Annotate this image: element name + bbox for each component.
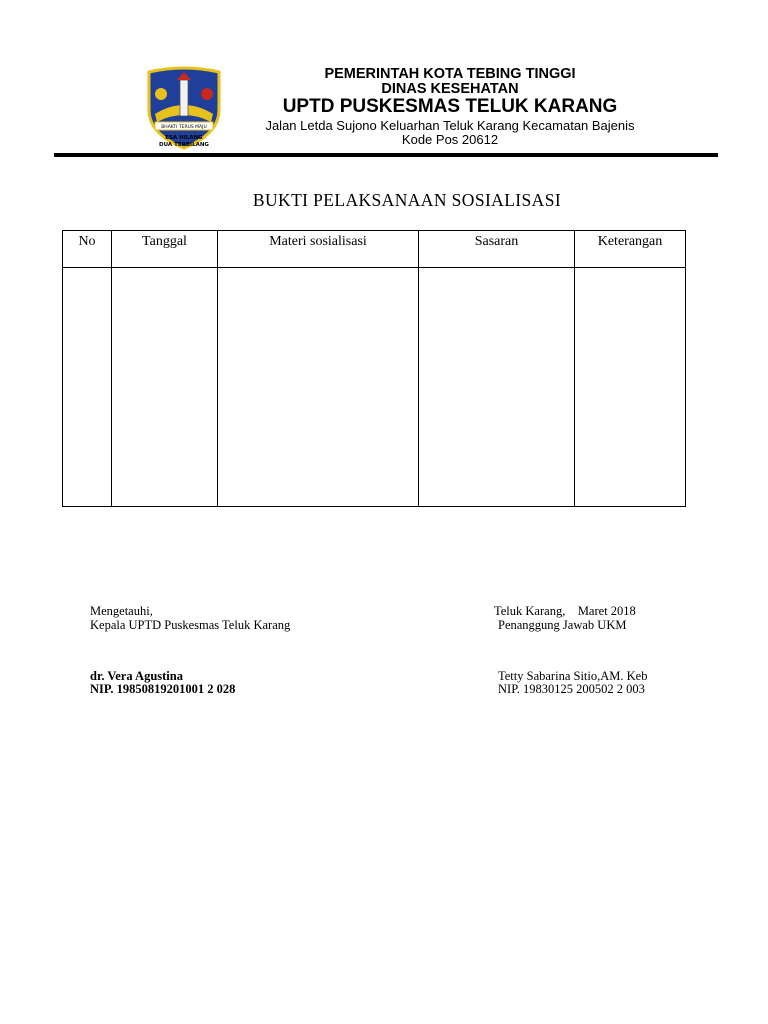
column-header-date: Tanggal: [112, 231, 218, 268]
sig-right-nip: NIP. 19830125 200502 2 003: [498, 682, 645, 696]
sig-left-name: dr. Vera Agustina: [90, 669, 183, 683]
letterhead-government: PEMERINTAH KOTA TEBING TINGGI: [324, 66, 576, 82]
table-header-row: [63, 231, 686, 268]
letterhead-department: DINAS KESEHATAN: [381, 81, 519, 97]
table-cell[interactable]: [63, 268, 112, 507]
table-row: [63, 268, 686, 507]
column-header-no: No: [63, 231, 112, 268]
sig-right-name: Tetty Sabarina Sitio,AM. Keb: [498, 669, 648, 683]
letterhead-postal-code: Kode Pos 20612: [401, 132, 499, 147]
activity-table: [62, 230, 686, 507]
letterhead-address: Jalan Letda Sujono Keluarhan Teluk Karang Kecamatan Bajenis: [265, 118, 635, 133]
column-header-notes: Keterangan: [575, 231, 686, 268]
table-cell[interactable]: [218, 268, 419, 507]
sig-left-nip: NIP. 19850819201001 2 028: [90, 682, 236, 696]
column-header-target: Sasaran: [419, 231, 575, 268]
logo-motto-line1: ESA HILANG: [165, 135, 203, 141]
table-cell[interactable]: [575, 268, 686, 507]
city-emblem-logo: [145, 66, 223, 150]
letterhead-divider: [54, 153, 718, 157]
column-header-material: Materi sosialisasi: [218, 231, 419, 268]
sig-left-title: Kepala UPTD Puskesmas Teluk Karang: [90, 618, 291, 632]
logo-ribbon-text: BHAKTI TERUS MAJU: [161, 125, 207, 130]
sig-left-acknowledged: Mengetauhi,: [90, 604, 153, 618]
letterhead-institution: UPTD PUSKESMAS TELUK KARANG: [282, 96, 618, 117]
sig-right-role: Penanggung Jawab UKM: [498, 618, 627, 632]
sig-right-place-date: Teluk Karang, Maret 2018: [494, 604, 636, 618]
table-cell[interactable]: [112, 268, 218, 507]
logo-motto-line2: DUA TERBILANG: [159, 142, 209, 148]
table-cell[interactable]: [419, 268, 575, 507]
document-title: BUKTI PELAKSANAAN SOSIALISASI: [252, 190, 562, 210]
